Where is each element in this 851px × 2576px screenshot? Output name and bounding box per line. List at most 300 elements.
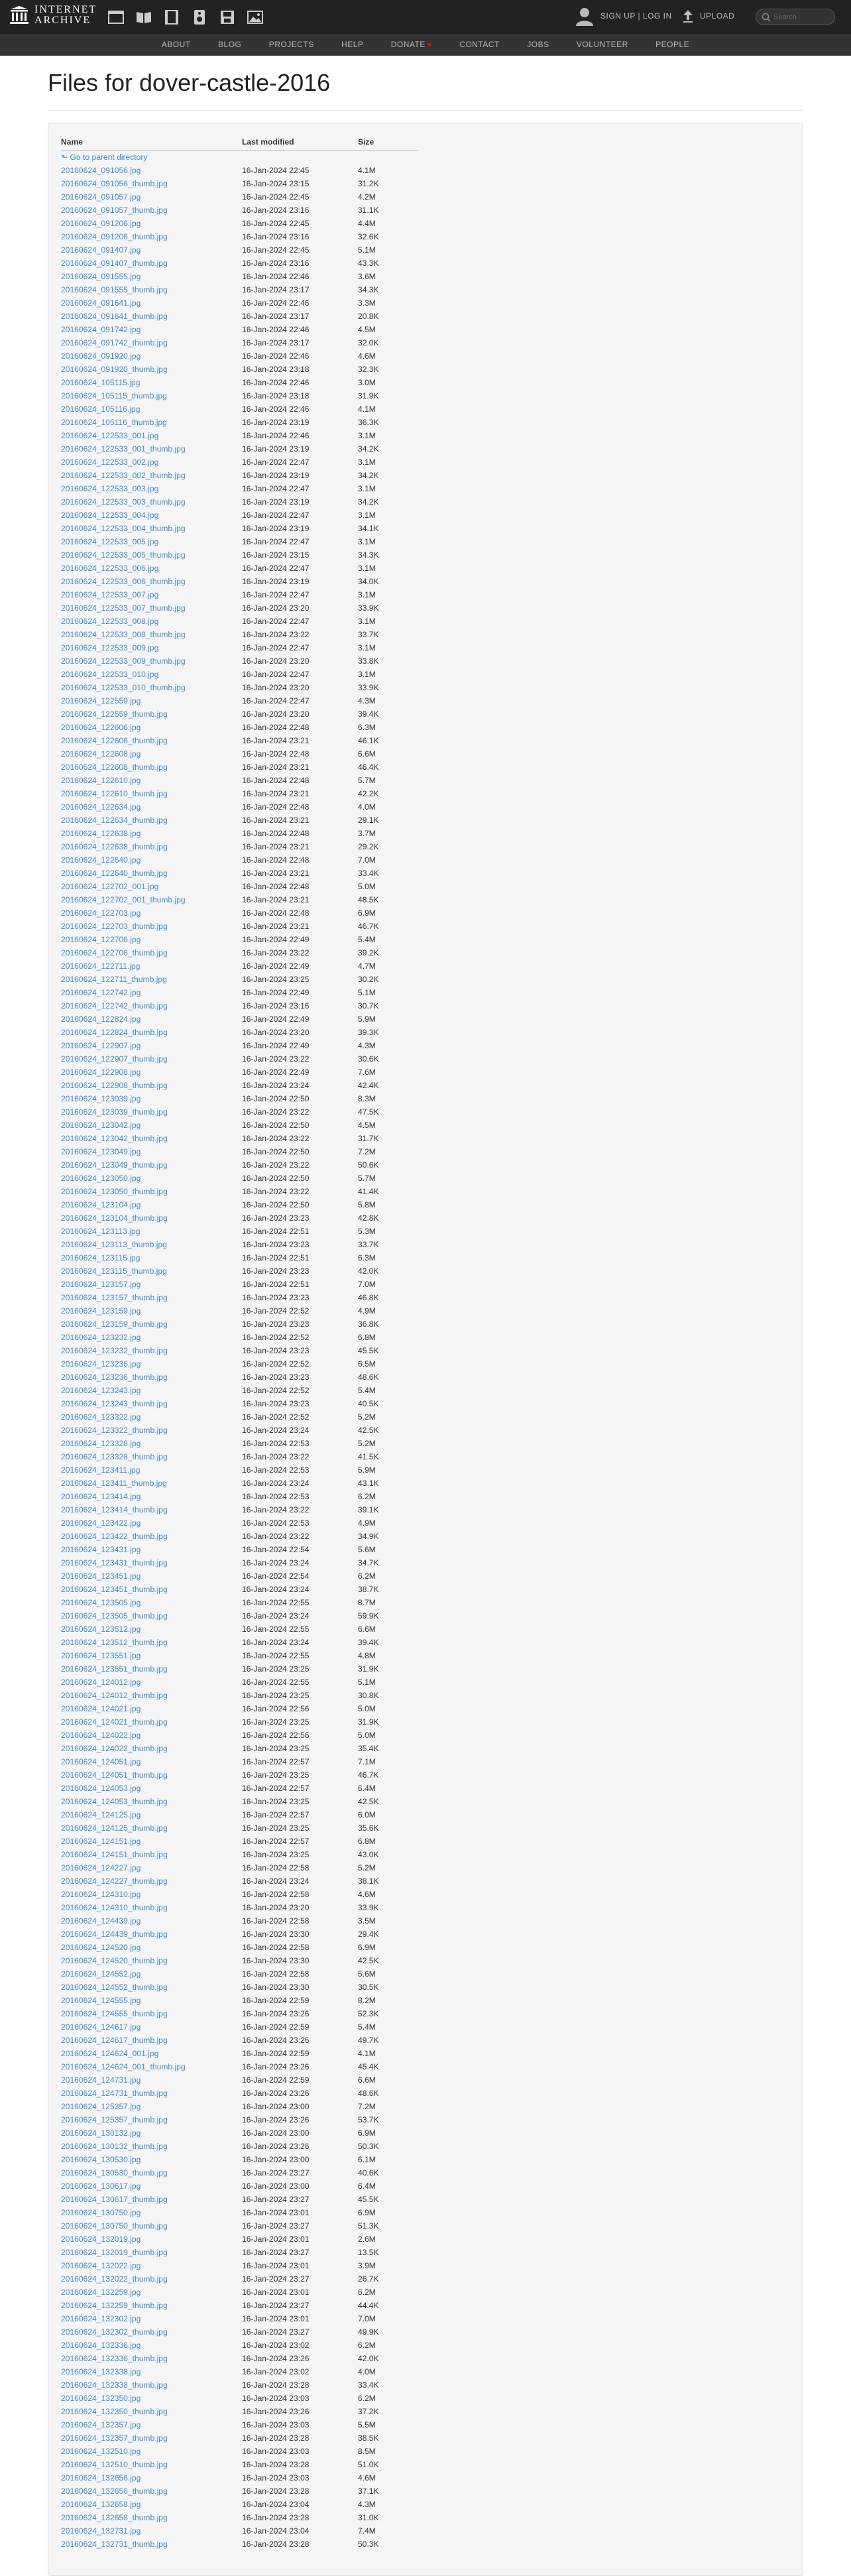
- file-name-link[interactable]: 20160624_091057.jpg: [61, 192, 141, 202]
- table-row: [61, 2392, 418, 2405]
- file-size: 30.7K: [358, 1001, 379, 1011]
- file-name-link[interactable]: 20160624_123411.jpg: [61, 1465, 141, 1475]
- file-name-link[interactable]: 20160624_122703.jpg: [61, 908, 141, 918]
- file-name-link[interactable]: 20160624_132658_thumb.jpg: [61, 2513, 168, 2522]
- file-last-modified: 16-Jan-2024 23:28: [242, 2433, 310, 2443]
- table-row: [61, 840, 418, 853]
- file-size: 48.6K: [358, 2089, 379, 2098]
- file-size: 8.7M: [358, 1598, 376, 1607]
- file-name-link[interactable]: 20160624_123115_thumb.jpg: [61, 1266, 167, 1276]
- file-last-modified: 16-Jan-2024 23:30: [242, 1956, 310, 1965]
- file-size: 5.2M: [358, 1439, 376, 1448]
- file-name-link[interactable]: 20160624_123232_thumb.jpg: [61, 1346, 168, 1355]
- file-last-modified: 16-Jan-2024 23:03: [242, 2394, 310, 2403]
- file-size: 3.1M: [358, 458, 376, 467]
- file-name-link[interactable]: 20160624_124731.jpg: [61, 2075, 141, 2085]
- file-last-modified: 16-Jan-2024 23:15: [242, 179, 310, 188]
- file-last-modified: 16-Jan-2024 23:23: [242, 1319, 310, 1329]
- file-name-link[interactable]: 20160624_122711_thumb.jpg: [61, 975, 167, 984]
- main-content: [48, 69, 803, 2576]
- file-last-modified: 16-Jan-2024 22:58: [242, 1969, 310, 1979]
- file-name-link[interactable]: 20160624_124617_thumb.jpg: [61, 2036, 168, 2045]
- file-name-link[interactable]: 20160624_123551_thumb.jpg: [61, 1664, 168, 1674]
- file-name-link[interactable]: 20160624_122742_thumb.jpg: [61, 1001, 168, 1011]
- file-name-link[interactable]: 20160624_123236_thumb.jpg: [61, 1373, 168, 1382]
- table-row: [61, 323, 418, 336]
- file-last-modified: 16-Jan-2024 23:15: [242, 550, 310, 560]
- file-last-modified: 16-Jan-2024 23:17: [242, 285, 310, 294]
- file-name-link[interactable]: 20160624_122533_001.jpg: [61, 431, 159, 440]
- file-name-link[interactable]: 20160624_130617_thumb.jpg: [61, 2195, 168, 2204]
- file-name-link[interactable]: 20160624_123042_thumb.jpg: [61, 1134, 168, 1143]
- file-name-link[interactable]: 20160624_091056_thumb.jpg: [61, 179, 168, 188]
- file-name-link[interactable]: 20160624_132510_thumb.jpg: [61, 2460, 168, 2469]
- file-name-link[interactable]: 20160624_132302.jpg: [61, 2314, 141, 2323]
- file-name-link[interactable]: 20160624_132350.jpg: [61, 2394, 141, 2403]
- file-last-modified: 16-Jan-2024 23:17: [242, 312, 310, 321]
- file-name-link[interactable]: 20160624_122907.jpg: [61, 1041, 141, 1050]
- file-name-link[interactable]: 20160624_091206.jpg: [61, 219, 141, 228]
- file-name-link[interactable]: 20160624_124051.jpg: [61, 1757, 141, 1766]
- file-name-link[interactable]: 20160624_123050.jpg: [61, 1174, 141, 1183]
- file-name-link[interactable]: 20160624_123157.jpg: [61, 1280, 141, 1289]
- file-name-link[interactable]: 20160624_132336_thumb.jpg: [61, 2354, 168, 2363]
- table-row: [61, 522, 418, 535]
- table-row: [61, 1755, 418, 1768]
- file-name-link[interactable]: 20160624_122640.jpg: [61, 855, 141, 865]
- file-name-link[interactable]: 20160624_124439.jpg: [61, 1916, 141, 1926]
- file-name-link[interactable]: 20160624_123431.jpg: [61, 1545, 141, 1554]
- file-size: 5.8M: [358, 1200, 376, 1209]
- table-row: [61, 1702, 418, 1715]
- nav-help[interactable]: HELP: [341, 40, 364, 49]
- file-name-link[interactable]: 20160624_124520_thumb.jpg: [61, 1956, 168, 1965]
- table-row: [61, 1490, 418, 1503]
- file-name-link[interactable]: 20160624_123322.jpg: [61, 1412, 141, 1422]
- file-last-modified: 16-Jan-2024 22:48: [242, 723, 310, 732]
- file-name-link[interactable]: 20160624_132357.jpg: [61, 2420, 141, 2429]
- nav-projects[interactable]: PROJECTS: [268, 40, 314, 49]
- file-name-link[interactable]: 20160624_123113.jpg: [61, 1227, 141, 1236]
- file-name-link[interactable]: 20160624_124555_thumb.jpg: [61, 2009, 168, 2018]
- file-size: 29.4K: [358, 1930, 379, 1939]
- file-name-link[interactable]: 20160624_123431_thumb.jpg: [61, 1558, 168, 1567]
- file-name-link[interactable]: 20160624_122533_006_thumb.jpg: [61, 577, 186, 586]
- table-row: [61, 721, 418, 734]
- file-name-link[interactable]: 20160624_124125.jpg: [61, 1810, 141, 1819]
- file-name-link[interactable]: 20160624_123039.jpg: [61, 1094, 141, 1103]
- file-size: 4.1M: [358, 404, 376, 414]
- file-name-link[interactable]: 20160624_124617.jpg: [61, 2022, 141, 2032]
- file-name-link[interactable]: 20160624_122610_thumb.jpg: [61, 789, 168, 798]
- file-name-link[interactable]: 20160624_122533_009.jpg: [61, 643, 159, 652]
- sign-up-link[interactable]: SIGN UP: [600, 11, 636, 21]
- file-name-link[interactable]: 20160624_122824_thumb.jpg: [61, 1028, 168, 1037]
- search-placeholder: Search: [773, 13, 797, 21]
- file-name-link[interactable]: 20160624_123039_thumb.jpg: [61, 1107, 168, 1117]
- parent-directory-link[interactable]: [61, 153, 147, 162]
- file-name-link[interactable]: 20160624_122634.jpg: [61, 802, 141, 812]
- file-name-link[interactable]: 20160624_122742.jpg: [61, 988, 141, 997]
- file-name-link[interactable]: 20160624_123232.jpg: [61, 1333, 141, 1342]
- file-name-link[interactable]: 20160624_132656.jpg: [61, 2473, 141, 2483]
- file-name-link[interactable]: 20160624_130530_thumb.jpg: [61, 2168, 168, 2177]
- file-name-link[interactable]: 20160624_123322_thumb.jpg: [61, 1426, 168, 1435]
- table-row: [61, 1092, 418, 1105]
- file-last-modified: 16-Jan-2024 22:47: [242, 537, 310, 546]
- file-name-link[interactable]: 20160624_122533_008_thumb.jpg: [61, 630, 186, 639]
- file-name-link[interactable]: 20160624_122908_thumb.jpg: [61, 1081, 168, 1090]
- table-row: [61, 1981, 418, 1994]
- file-name-link[interactable]: 20160624_130750_thumb.jpg: [61, 2221, 168, 2231]
- file-name-link[interactable]: 20160624_122606_thumb.jpg: [61, 736, 168, 745]
- software-icon[interactable]: [219, 9, 236, 26]
- file-name-link[interactable]: 20160624_105116.jpg: [61, 404, 141, 414]
- file-last-modified: 16-Jan-2024 22:59: [242, 2049, 310, 2058]
- file-size: 33.7K: [358, 630, 379, 639]
- file-last-modified: 16-Jan-2024 22:47: [242, 511, 310, 520]
- file-last-modified: 16-Jan-2024 23:25: [242, 1770, 310, 1780]
- file-size: 8.5M: [358, 2447, 376, 2456]
- file-name-link[interactable]: 20160624_132022_thumb.jpg: [61, 2274, 168, 2284]
- file-name-link[interactable]: 20160624_123512.jpg: [61, 1625, 141, 1634]
- file-last-modified: 16-Jan-2024 22:49: [242, 988, 310, 997]
- file-last-modified: 16-Jan-2024 23:28: [242, 2380, 310, 2390]
- file-name-link[interactable]: 20160624_091920_thumb.jpg: [61, 365, 168, 374]
- file-name-link[interactable]: 20160624_132259_thumb.jpg: [61, 2301, 168, 2310]
- file-name-link[interactable]: 20160624_091407_thumb.jpg: [61, 259, 168, 268]
- file-name-link[interactable]: 20160624_132338_thumb.jpg: [61, 2380, 168, 2390]
- file-name-link[interactable]: 20160624_122559_thumb.jpg: [61, 709, 168, 719]
- nav-people[interactable]: PEOPLE: [655, 40, 690, 49]
- file-name-link[interactable]: 20160624_125357.jpg: [61, 2102, 141, 2111]
- file-name-link[interactable]: 20160624_132019_thumb.jpg: [61, 2248, 168, 2257]
- file-name-link[interactable]: 20160624_124021.jpg: [61, 1704, 141, 1713]
- file-name-link[interactable]: 20160624_132302_thumb.jpg: [61, 2327, 168, 2337]
- file-name-link[interactable]: 20160624_122608.jpg: [61, 749, 141, 759]
- file-name-link[interactable]: 20160624_122533_009_thumb.jpg: [61, 656, 186, 666]
- file-size: 4.9M: [358, 1306, 376, 1316]
- log-in-link[interactable]: LOG IN: [642, 11, 672, 21]
- file-size: 5.6M: [358, 1969, 376, 1979]
- file-name-link[interactable]: 20160624_122533_010.jpg: [61, 670, 159, 679]
- file-name-link[interactable]: 20160624_124053.jpg: [61, 1784, 141, 1793]
- file-name-link[interactable]: 20160624_122559.jpg: [61, 696, 141, 705]
- nav-volunteer[interactable]: VOLUNTEER: [576, 40, 628, 49]
- file-name-link[interactable]: 20160624_123422_thumb.jpg: [61, 1532, 168, 1541]
- file-name-link[interactable]: 20160624_124624_001.jpg: [61, 2049, 159, 2058]
- file-name-link[interactable]: 20160624_122533_004_thumb.jpg: [61, 524, 186, 533]
- table-row: [61, 575, 418, 588]
- file-name-link[interactable]: 20160624_123104_thumb.jpg: [61, 1213, 168, 1223]
- table-row: [61, 2405, 418, 2418]
- file-last-modified: 16-Jan-2024 23:20: [242, 656, 310, 666]
- file-name-link[interactable]: 20160624_123505.jpg: [61, 1598, 141, 1607]
- file-name-link[interactable]: 20160624_132731_thumb.jpg: [61, 2540, 168, 2549]
- file-name-link[interactable]: 20160624_091641.jpg: [61, 298, 141, 308]
- texts-icon[interactable]: [135, 9, 152, 26]
- file-name-link[interactable]: 20160624_091641_thumb.jpg: [61, 312, 168, 321]
- file-name-link[interactable]: 20160624_122606.jpg: [61, 723, 141, 732]
- file-last-modified: 16-Jan-2024 22:49: [242, 961, 310, 971]
- nav-donate[interactable]: [391, 34, 432, 56]
- parent-directory-icon: ⬑︎: [61, 152, 68, 162]
- file-name-link[interactable]: 20160624_132350_thumb.jpg: [61, 2407, 168, 2416]
- file-name-link[interactable]: 20160624_124552.jpg: [61, 1969, 141, 1979]
- file-size: 7.4M: [358, 2526, 376, 2536]
- table-row: [61, 1039, 418, 1052]
- file-size: 33.4K: [358, 869, 379, 878]
- file-name-link[interactable]: 20160624_122706.jpg: [61, 935, 141, 944]
- file-name-link[interactable]: 20160624_123451_thumb.jpg: [61, 1585, 168, 1594]
- file-name-link[interactable]: 20160624_123411_thumb.jpg: [61, 1479, 167, 1488]
- file-name-link[interactable]: 20160624_123236.jpg: [61, 1359, 141, 1369]
- file-name-link[interactable]: 20160624_123049_thumb.jpg: [61, 1160, 168, 1170]
- file-name-link[interactable]: 20160624_122533_010_thumb.jpg: [61, 683, 186, 692]
- file-name-link[interactable]: 20160624_123157_thumb.jpg: [61, 1293, 168, 1302]
- file-name-link[interactable]: 20160624_130617.jpg: [61, 2181, 141, 2191]
- file-name-link[interactable]: 20160624_122640_thumb.jpg: [61, 869, 168, 878]
- file-name-link[interactable]: 20160624_123115.jpg: [61, 1253, 141, 1262]
- file-name-link[interactable]: 20160624_123328_thumb.jpg: [61, 1452, 168, 1461]
- file-name-link[interactable]: 20160624_124520.jpg: [61, 1943, 141, 1952]
- file-name-link[interactable]: 20160624_123243_thumb.jpg: [61, 1399, 168, 1408]
- file-name-link[interactable]: 20160624_091742_thumb.jpg: [61, 338, 168, 347]
- video-icon[interactable]: [163, 9, 180, 26]
- file-size: 40.5K: [358, 1399, 379, 1408]
- images-icon[interactable]: [247, 9, 264, 26]
- file-last-modified: 16-Jan-2024 23:26: [242, 2036, 310, 2045]
- file-name-link[interactable]: 20160624_123243.jpg: [61, 1386, 141, 1395]
- file-name-link[interactable]: 20160624_122533_005.jpg: [61, 537, 159, 546]
- file-name-link[interactable]: 20160624_130530.jpg: [61, 2155, 141, 2164]
- file-name-link[interactable]: 20160624_124051_thumb.jpg: [61, 1770, 168, 1780]
- table-row: [61, 2272, 418, 2286]
- file-name-link[interactable]: 20160624_091555_thumb.jpg: [61, 285, 168, 294]
- nav-about[interactable]: ABOUT: [161, 40, 191, 49]
- file-last-modified: 16-Jan-2024 22:58: [242, 1943, 310, 1952]
- file-name-link[interactable]: 20160624_130750.jpg: [61, 2208, 141, 2217]
- file-name-link[interactable]: 20160624_091407.jpg: [61, 245, 141, 255]
- file-size: 7.2M: [358, 1147, 376, 1156]
- file-name-link[interactable]: 20160624_132731.jpg: [61, 2526, 141, 2536]
- file-name-link[interactable]: 20160624_124310_thumb.jpg: [61, 1903, 168, 1912]
- file-name-link[interactable]: 20160624_122711.jpg: [61, 961, 141, 971]
- file-size: 42.4K: [358, 1081, 379, 1090]
- file-name-link[interactable]: 20160624_124731_thumb.jpg: [61, 2089, 168, 2098]
- file-name-link[interactable]: 20160624_132656_thumb.jpg: [61, 2486, 168, 2496]
- file-name-link[interactable]: 20160624_124151.jpg: [61, 1837, 141, 1846]
- file-name-link[interactable]: 20160624_125357_thumb.jpg: [61, 2115, 168, 2124]
- file-name-link[interactable]: 20160624_132338.jpg: [61, 2367, 141, 2376]
- table-row: [61, 270, 418, 283]
- file-name-link[interactable]: 20160624_123104.jpg: [61, 1200, 141, 1209]
- table-row: [61, 1914, 418, 1928]
- file-name-link[interactable]: 20160624_091057_thumb.jpg: [61, 206, 168, 215]
- nav-blog[interactable]: BLOG: [218, 40, 242, 49]
- file-last-modified: 16-Jan-2024 22:52: [242, 1306, 310, 1316]
- table-row: [61, 217, 418, 230]
- file-name-link[interactable]: 20160624_105116_thumb.jpg: [61, 418, 167, 427]
- file-name-link[interactable]: 20160624_124022_thumb.jpg: [61, 1744, 168, 1753]
- file-name-link[interactable]: 20160624_122702_001.jpg: [61, 882, 159, 891]
- file-name-link[interactable]: 20160624_123422.jpg: [61, 1518, 141, 1528]
- file-size: 35.4K: [358, 1744, 379, 1753]
- parent-directory-row: [61, 150, 418, 164]
- file-last-modified: 16-Jan-2024 23:25: [242, 1717, 310, 1727]
- file-name-link[interactable]: 20160624_123512_thumb.jpg: [61, 1638, 168, 1647]
- file-last-modified: 16-Jan-2024 23:03: [242, 2447, 310, 2456]
- file-name-link[interactable]: 20160624_124310.jpg: [61, 1890, 141, 1899]
- upload-button[interactable]: [681, 9, 734, 23]
- file-name-link[interactable]: 20160624_123050_thumb.jpg: [61, 1187, 168, 1196]
- file-name-link[interactable]: 20160624_132022.jpg: [61, 2261, 141, 2270]
- file-name-link[interactable]: 20160624_124439_thumb.jpg: [61, 1930, 168, 1939]
- table-row: [61, 853, 418, 867]
- file-name-link[interactable]: 20160624_123159.jpg: [61, 1306, 141, 1316]
- file-name-link[interactable]: 20160624_122703_thumb.jpg: [61, 922, 168, 931]
- file-name-link[interactable]: 20160624_123042.jpg: [61, 1121, 141, 1130]
- file-name-link[interactable]: 20160624_123049.jpg: [61, 1147, 141, 1156]
- file-name-link[interactable]: 20160624_124012.jpg: [61, 1678, 141, 1687]
- table-row: [61, 1848, 418, 1861]
- file-name-link[interactable]: 20160624_122702_001_thumb.jpg: [61, 895, 186, 904]
- file-name-link[interactable]: 20160624_122533_008.jpg: [61, 617, 159, 626]
- audio-icon[interactable]: [191, 9, 208, 26]
- file-name-link[interactable]: 20160624_122533_002_thumb.jpg: [61, 471, 186, 480]
- table-row: [61, 920, 418, 933]
- file-name-link[interactable]: 20160624_124227.jpg: [61, 1863, 141, 1872]
- file-size: 41.5K: [358, 1452, 379, 1461]
- file-last-modified: 16-Jan-2024 23:16: [242, 1001, 310, 1011]
- web-icon[interactable]: [107, 9, 125, 26]
- file-name-link[interactable]: 20160624_122533_003.jpg: [61, 484, 159, 493]
- table-row: [61, 827, 418, 840]
- file-size: 6.9M: [358, 908, 376, 918]
- file-size: 5.6M: [358, 1545, 376, 1554]
- file-last-modified: 16-Jan-2024 22:48: [242, 855, 310, 865]
- file-name-link[interactable]: 20160624_122533_003_thumb.jpg: [61, 497, 186, 507]
- file-name-link[interactable]: 20160624_124552_thumb.jpg: [61, 1983, 168, 1992]
- file-name-link[interactable]: 20160624_130132_thumb.jpg: [61, 2142, 168, 2151]
- file-name-link[interactable]: 20160624_122533_004.jpg: [61, 511, 159, 520]
- file-name-link[interactable]: 20160624_122533_002.jpg: [61, 458, 159, 467]
- file-name-link[interactable]: 20160624_122907_thumb.jpg: [61, 1054, 168, 1064]
- file-name-link[interactable]: 20160624_091555.jpg: [61, 272, 141, 281]
- file-name-link[interactable]: 20160624_091920.jpg: [61, 351, 141, 361]
- file-name-link[interactable]: 20160624_091206_thumb.jpg: [61, 232, 168, 241]
- file-name-link[interactable]: 20160624_122608_thumb.jpg: [61, 763, 168, 772]
- file-last-modified: 16-Jan-2024 22:47: [242, 590, 310, 599]
- file-name-link[interactable]: 20160624_122638.jpg: [61, 829, 141, 838]
- file-name-link[interactable]: 20160624_124227_thumb.jpg: [61, 1876, 168, 1886]
- file-name-link[interactable]: 20160624_124021_thumb.jpg: [61, 1717, 168, 1727]
- file-name-link[interactable]: 20160624_132658.jpg: [61, 2500, 141, 2509]
- file-last-modified: 16-Jan-2024 22:49: [242, 1041, 310, 1050]
- file-name-link[interactable]: 20160624_091742.jpg: [61, 325, 141, 334]
- file-last-modified: 16-Jan-2024 23:27: [242, 2274, 310, 2284]
- table-row: [61, 787, 418, 800]
- file-last-modified: 16-Jan-2024 22:47: [242, 564, 310, 573]
- file-name-link[interactable]: 20160624_124053_thumb.jpg: [61, 1797, 168, 1806]
- table-row: [61, 1742, 418, 1755]
- file-name-link[interactable]: 20160624_122533_006.jpg: [61, 564, 159, 573]
- file-name-link[interactable]: 20160624_122533_001_thumb.jpg: [61, 444, 186, 454]
- file-name-link[interactable]: 20160624_122634_thumb.jpg: [61, 816, 168, 825]
- file-name-link[interactable]: 20160624_105115.jpg: [61, 378, 141, 387]
- column-header-last-modified: Last modified: [242, 137, 358, 150]
- table-row: [61, 2325, 418, 2339]
- user-icon[interactable]: [574, 5, 595, 27]
- file-name-link[interactable]: 20160624_132259.jpg: [61, 2288, 141, 2297]
- file-name-link[interactable]: 20160624_130132.jpg: [61, 2128, 141, 2138]
- file-name-link[interactable]: 20160624_123159_thumb.jpg: [61, 1319, 168, 1329]
- file-name-link[interactable]: 20160624_123505_thumb.jpg: [61, 1611, 168, 1621]
- file-name-link[interactable]: 20160624_124022.jpg: [61, 1731, 141, 1740]
- internet-archive-logo[interactable]: [9, 5, 97, 26]
- file-last-modified: 16-Jan-2024 23:18: [242, 365, 310, 374]
- file-last-modified: 16-Jan-2024 23:22: [242, 1505, 310, 1514]
- search-input[interactable]: [756, 9, 835, 25]
- file-size: 4.0M: [358, 802, 376, 812]
- file-size: 5.0M: [358, 882, 376, 891]
- file-name-link[interactable]: 20160624_124125_thumb.jpg: [61, 1823, 168, 1833]
- file-name-link[interactable]: 20160624_123328.jpg: [61, 1439, 141, 1448]
- table-row: [61, 402, 418, 416]
- file-name-link[interactable]: 20160624_124555.jpg: [61, 1996, 141, 2005]
- table-row: [61, 2060, 418, 2073]
- table-row: [61, 1941, 418, 1954]
- file-last-modified: 16-Jan-2024 23:02: [242, 2341, 310, 2350]
- file-name-link[interactable]: 20160624_122638_thumb.jpg: [61, 842, 168, 851]
- file-name-link[interactable]: 20160624_122533_005_thumb.jpg: [61, 550, 186, 560]
- file-name-link[interactable]: 20160624_132357_thumb.jpg: [61, 2433, 168, 2443]
- file-size: 5.4M: [358, 935, 376, 944]
- file-name-link[interactable]: 20160624_123414.jpg: [61, 1492, 141, 1501]
- file-size: 48.6K: [358, 1373, 379, 1382]
- file-name-link[interactable]: 20160624_091056.jpg: [61, 166, 141, 175]
- file-last-modified: 16-Jan-2024 22:45: [242, 166, 310, 175]
- file-name-link[interactable]: 20160624_105115_thumb.jpg: [61, 391, 167, 400]
- file-name-link[interactable]: 20160624_124012_thumb.jpg: [61, 1691, 168, 1700]
- file-name-link[interactable]: 20160624_132510.jpg: [61, 2447, 141, 2456]
- file-name-link[interactable]: 20160624_122533_007_thumb.jpg: [61, 603, 186, 613]
- file-last-modified: 16-Jan-2024 22:46: [242, 351, 310, 361]
- file-name-link[interactable]: 20160624_123414_thumb.jpg: [61, 1505, 168, 1514]
- file-name-link[interactable]: 20160624_132019.jpg: [61, 2235, 141, 2244]
- file-name-link[interactable]: 20160624_122824.jpg: [61, 1014, 141, 1024]
- file-name-link[interactable]: 20160624_132336.jpg: [61, 2341, 141, 2350]
- file-last-modified: 16-Jan-2024 22:48: [242, 776, 310, 785]
- nav-contact[interactable]: CONTACT: [459, 40, 500, 49]
- file-name-link[interactable]: 20160624_122610.jpg: [61, 776, 141, 785]
- file-name-link[interactable]: 20160624_122533_007.jpg: [61, 590, 159, 599]
- file-name-link[interactable]: 20160624_122706_thumb.jpg: [61, 948, 168, 957]
- file-name-link[interactable]: 20160624_122908.jpg: [61, 1068, 141, 1077]
- secondary-navigation: [0, 34, 851, 56]
- file-name-link[interactable]: 20160624_123113_thumb.jpg: [61, 1240, 167, 1249]
- file-name-link[interactable]: 20160624_123451.jpg: [61, 1571, 141, 1581]
- table-row: [61, 1066, 418, 1079]
- table-row: [61, 1158, 418, 1172]
- file-size: 3.1M: [358, 564, 376, 573]
- file-name-link[interactable]: 20160624_123551.jpg: [61, 1651, 141, 1660]
- file-last-modified: 16-Jan-2024 23:25: [242, 1797, 310, 1806]
- nav-jobs[interactable]: JOBS: [527, 40, 549, 49]
- file-size: 43.0K: [358, 1850, 379, 1859]
- file-name-link[interactable]: 20160624_124151_thumb.jpg: [61, 1850, 168, 1859]
- file-name-link[interactable]: 20160624_124624_001_thumb.jpg: [61, 2062, 186, 2071]
